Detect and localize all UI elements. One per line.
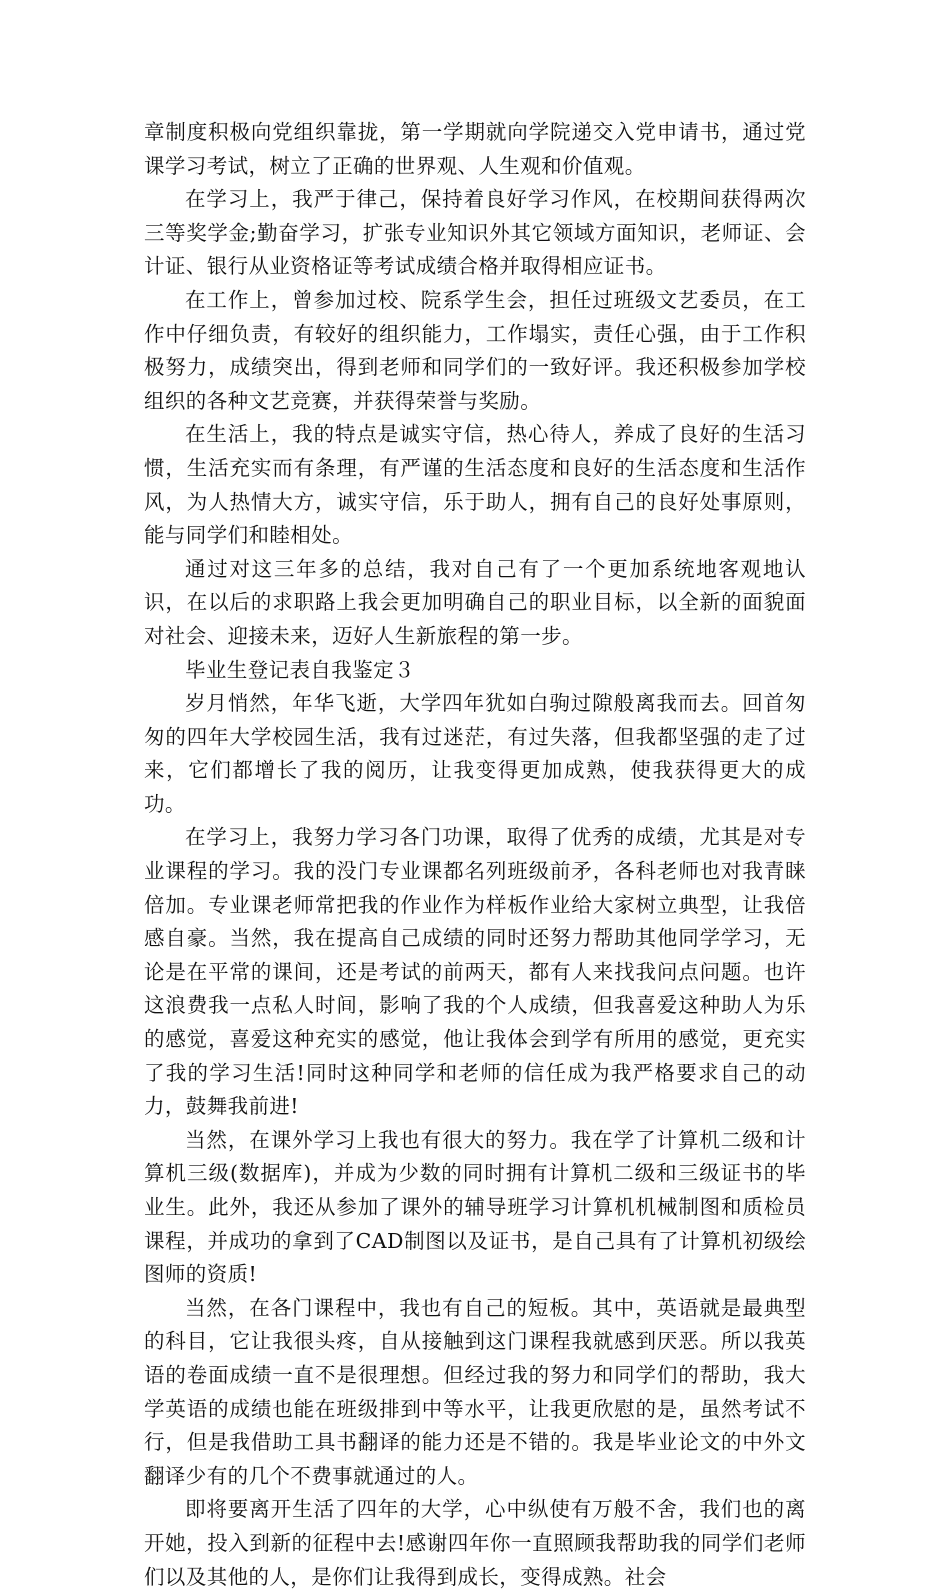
paragraph-study: 在学习上，我严于律己，保持着良好学习作风，在校期间获得两次三等奖学金;勤奋学习，扩张专业知识外其它领域方面知识，老师证、会计证、银行从业资格证等考试成绩合格并取得相应证书。 [144,187,806,279]
paragraph-farewell: 即将要离开生活了四年的大学，心中纵使有万般不舍，我们也的离开她，投入到新的征程中去!感谢四年你一直照顾我帮助我的同学们老师们以及其他的人，是你们让我得到成长，变得成熟。社会 [144,1497,806,1589]
paragraph-weakness: 当然，在各门课程中，我也有自己的短板。其中，英语就是最典型的科目，它让我很头疼，自从接触到这门课程我就感到厌恶。所以我英语的卷面成绩一直不是很理想。但经过我的努力和同学们的帮助，我大学英语的成绩也能在班级排到中等水平，让我更欣慰的是，虽然考试不行，但是我借助工具书翻译的能力还是不错的。我是毕业论文的中外文翻译少有的几个不费事就通过的人。 [144,1295,806,1488]
paragraph-summary: 通过对这三年多的总结，我对自己有了一个更加系统地客观地认识，在以后的求职路上我会更加明确自己的职业目标，以全新的面貌面对社会、迎接未来，迈好人生新旅程的第一步。 [144,556,806,648]
paragraph-life: 在生活上，我的特点是诚实守信，热心待人，养成了良好的生活习惯，生活充实而有条理，有严谨的生活态度和良好的生活态度和生活作风，为人热情大方，诚实守信，乐于助人，拥有自己的良好处事原则，能与同学们和睦相处。 [144,422,806,548]
document-body [144,116,806,1594]
section-heading: 毕业生登记表自我鉴定３ [185,657,415,682]
paragraph-continuation: 章制度积极向党组织靠拢，第一学期就向学院递交入党申请书，通过党课学习考试，树立了正确的世界观、人生观和价值观。 [144,120,806,178]
paragraph-work: 在工作上，曾参加过校、院系学生会，担任过班级文艺委员，在工作中仔细负责，有较好的组织能力，工作塌实，责任心强，由于工作积极努力，成绩突出，得到老师和同学们的一致好评。我还积极参加学校组织的各种文艺竞赛，并获得荣誉与奖励。 [144,287,806,413]
paragraph-coursework: 在学习上，我努力学习各门功课，取得了优秀的成绩，尤其是对专业课程的学习。我的没门专业课都名列班级前矛，各科老师也对我青睐倍加。专业课老师常把我的作业作为样板作业给大家树立典型，让我倍感自豪。当然，我在提高自己成绩的同时还努力帮助其他同学学习，无论是在平常的课间，还是考试的前两天，都有人来找我问点问题。也许这浪费我一点私人时间，影响了我的个人成绩，但我喜爱这种助人为乐的感觉，喜爱这种充实的感觉，他让我体会到学有所用的感觉，更充实了我的学习生活!同时这种同学和老师的信任成为我严格要求自己的动力，鼓舞我前进! [144,825,806,1119]
paragraph-extracurricular: 当然，在课外学习上我也有很大的努力。我在学了计算机二级和计算机三级(数据库)，并成为少数的同时拥有计算机二级和三级证书的毕业生。此外，我还从参加了课外的辅导班学习计算机机械制图和质检员课程，并成功的拿到了CAD制图以及证书，是自己具有了计算机初级绘图师的资质! [144,1127,806,1287]
paragraph-intro: 岁月悄然，年华飞逝，大学四年犹如白驹过隙般离我而去。回首匆匆的四年大学校园生活，我有过迷茫，有过失落，但我都坚强的走了过来，它们都增长了我的阅历，让我变得更加成熟，使我获得更大的成功。 [144,691,806,816]
